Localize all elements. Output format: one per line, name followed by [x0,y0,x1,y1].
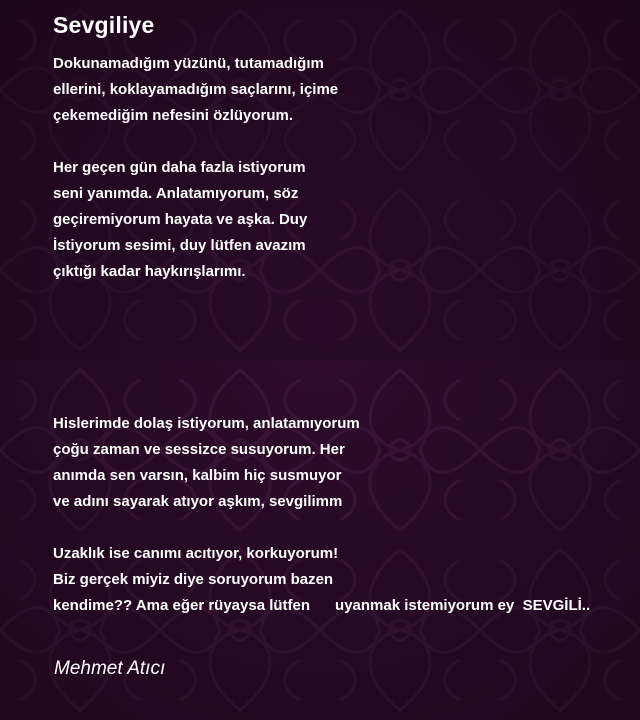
poem-line: Her geçen gün daha fazla istiyorum [53,159,306,176]
poem-line: çekemediğim nefesini özlüyorum. [53,107,294,124]
poem-line: Biz gerçek miyiz diye soruyorum bazen [53,571,334,588]
stanza-3 [53,411,360,515]
poem-line: seni yanımda. Anlatamıyorum, söz [53,185,299,202]
poem-line: çoğu zaman ve sessizce susuyorum. Her [53,441,345,458]
poem-line: ve adını sayarak atıyor aşkım, sevgilimm [53,493,343,510]
poem-line: Uzaklık ise canımı acıtıyor, korkuyorum! [53,545,339,562]
stanza-1 [53,51,338,129]
poem-author: Mehmet Atıcı [54,658,166,679]
poem-line: çıktığı kadar haykırışlarımı. [53,263,246,280]
poem-title: Sevgiliye [53,12,155,38]
stanza-4 [53,541,590,619]
poem-line: kendime?? Ama eğer rüyaysa lütfen uyanmak istemiyorum ey SEVGİLİ.. [53,597,591,614]
stanza-2 [53,155,307,285]
poem-line: ellerini, koklayamadığım saçlarını, içime [53,81,339,98]
poem-line: geçiremiyorum hayata ve aşka. Duy [53,211,308,228]
poem-line: anımda sen varsın, kalbim hiç susmuyor [53,467,342,484]
poem-line: Dokunamadığım yüzünü, tutamadığım [53,55,324,72]
poem-line: İstiyorum sesimi, duy lütfen avazım [53,237,306,254]
poem-line: Hislerimde dolaş istiyorum, anlatamıyorum [53,415,360,432]
